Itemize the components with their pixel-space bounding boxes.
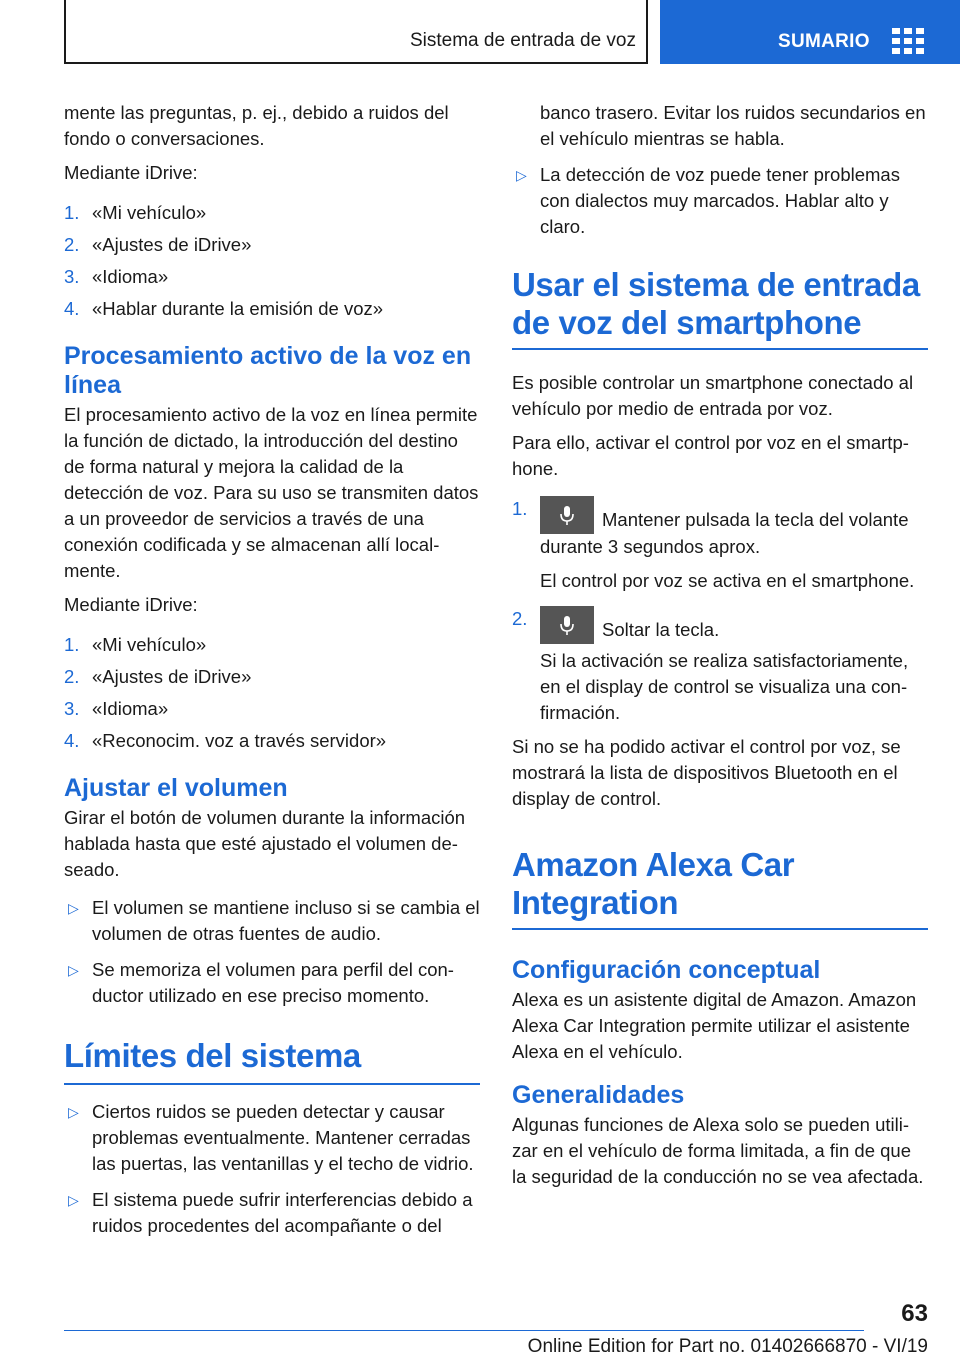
paragraph: Alexa es un asistente digital de Amazon. Amazon Alexa Car Integration permite utilizar el asistente Alexa en el vehículo.	[512, 989, 917, 1062]
paragraph: Girar el botón de volumen durante la información hablada hasta que esté ajustado el volumen deseado.	[64, 807, 466, 880]
header-title-box	[64, 0, 648, 64]
list-item: 4. «Reconocim. voz a través servidor»	[64, 730, 387, 751]
bullet-list	[64, 895, 480, 1009]
heading-rule	[512, 928, 928, 930]
list-item: ▷ Ciertos ruidos se pueden detectar y causar problemas eventualmente. Mantener cerradas las puertas, las ventanillas y el techo de vidrio.	[68, 1101, 474, 1174]
left-column	[64, 100, 480, 1249]
paragraph: Mediante iDrive:	[64, 594, 198, 615]
footer-edition: Online Edition for Part no. 01402666870 - VI/19	[527, 1336, 928, 1357]
sumario-button[interactable]	[660, 0, 960, 64]
paragraph: Algunas funciones de Alexa solo se pueden utilizar en el vehículo de forma limitada, a fin de que la seguridad de la conducción no se vea afectada.	[512, 1114, 924, 1187]
triangle-right-icon: ▷	[68, 1104, 79, 1120]
triangle-right-icon: ▷	[516, 167, 527, 183]
step-result: El control por voz se activa en el smartphone.	[540, 570, 915, 591]
chapter-heading: Usar el sistema de entrada de voz del smartphone	[512, 266, 920, 341]
step-result: Si la activación se realiza satisfactoriamente, en el display de control se visualiza una confirmación.	[540, 650, 909, 723]
list-item: 2. «Ajustes de iDrive»	[64, 234, 252, 255]
numbered-list	[64, 632, 480, 754]
chapter-heading: Amazon Alexa Car Integration	[512, 846, 795, 921]
microphone-icon	[558, 505, 576, 527]
sumario-label: SUMARIO	[778, 31, 870, 52]
steering-wheel-voice-key	[540, 496, 594, 534]
bullet-list	[64, 1099, 480, 1239]
paragraph: Para ello, activar el control por voz en el smartphone.	[512, 432, 909, 479]
section-heading: Generalidades	[512, 1081, 685, 1109]
list-item: 1. «Mi vehículo»	[64, 202, 207, 223]
microphone-icon	[558, 615, 576, 637]
right-column	[512, 100, 928, 1198]
section-heading: Procesamiento activo de la voz en línea	[64, 342, 472, 399]
list-item: 1. «Mi vehículo»	[64, 634, 207, 655]
section-heading: Configuración conceptual	[512, 956, 821, 984]
paragraph: banco trasero. Evitar los ruidos secundarios en el vehículo mientras se habla.	[540, 102, 926, 149]
triangle-right-icon: ▷	[68, 900, 79, 916]
bullet-list	[512, 162, 928, 240]
numbered-list	[512, 496, 928, 726]
footer-rule	[64, 1330, 864, 1331]
triangle-right-icon: ▷	[68, 962, 79, 978]
list-item: 4. «Hablar durante la emisión de voz»	[64, 298, 384, 319]
section-heading: Ajustar el volumen	[64, 774, 288, 802]
list-item: 2. «Ajustes de iDrive»	[64, 666, 252, 687]
list-item: 2. Soltar la tecla. Si la activación se realiza satisfactoriamente, en el display de control se visualiza una confirmación.	[512, 606, 928, 726]
numbered-list	[64, 200, 480, 322]
chapter-heading: Límites del sistema	[64, 1037, 361, 1074]
list-item: 3. «Idioma»	[64, 698, 169, 719]
heading-rule	[64, 1083, 480, 1085]
page-header	[0, 0, 960, 66]
list-item: 1. Mantener pulsada la tecla del volante durante 3 segundos aprox. El control por voz se activa en el smartphone.	[512, 496, 928, 594]
paragraph: El procesamiento activo de la voz en línea permite la función de dictado, la introducción del destino de forma natural y mejora la calidad de la detección de voz. Para su uso se transmiten datos a un proveedor de servicios a través de una conexión codificada y se almacenan allí localmente.	[64, 404, 479, 581]
heading-rule	[512, 348, 928, 350]
header-title: Sistema de entrada de voz	[409, 30, 636, 51]
list-item: ▷ La detección de voz puede tener problemas con dialectos muy marcados. Hablar alto y claro.	[516, 164, 900, 237]
paragraph: Mediante iDrive:	[64, 162, 198, 183]
triangle-right-icon: ▷	[68, 1192, 79, 1208]
list-item: ▷ El sistema puede sufrir interferencias debido a ruidos procedentes del acompañante o del	[68, 1189, 473, 1236]
list-item: ▷ Se memoriza el volumen para perfil del conductor utilizado en ese preciso momento.	[68, 959, 454, 1006]
steering-wheel-voice-key	[540, 606, 594, 644]
paragraph: Si no se ha podido activar el control por voz, se mostrará la lista de dispositivos Bluetooth en el display de control.	[512, 736, 901, 809]
list-item: ▷ El volumen se mantiene incluso si se cambia el volumen de otras fuentes de audio.	[68, 897, 480, 944]
list-item: 3. «Idioma»	[64, 266, 169, 287]
grid-icon	[892, 28, 924, 54]
paragraph: Es posible controlar un smartphone conectado al vehículo por medio de entrada por voz.	[512, 372, 914, 419]
paragraph: mente las preguntas, p. ej., debido a ruidos del fondo o conversaciones.	[64, 102, 449, 149]
page-number: 63	[901, 1300, 928, 1327]
